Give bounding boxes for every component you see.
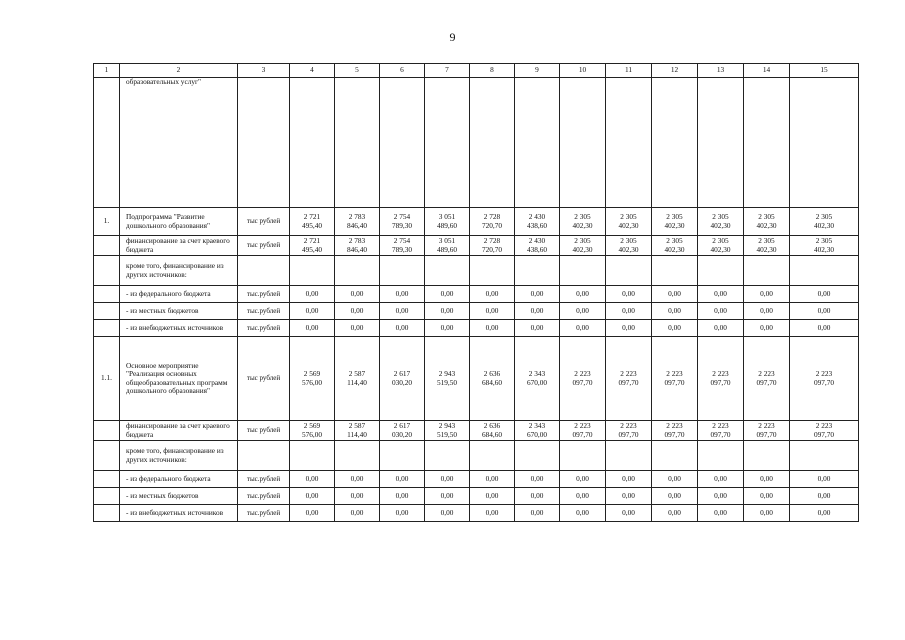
value-cell: 0,00 [470,320,515,337]
value-cell: 0,00 [425,320,470,337]
empty-cell [335,256,380,286]
empty-cell [425,78,470,208]
unit-cell: тыс рублей [238,236,290,256]
value-cell: 0,00 [790,505,859,522]
empty-cell [652,78,698,208]
value-cell: 0,00 [698,488,744,505]
value-cell: 2 223 097,70 [698,421,744,441]
value-cell: 2 223 097,70 [652,421,698,441]
value-cell: 0,00 [515,471,560,488]
value-cell: 2 430 438,60 [515,236,560,256]
empty-cell [560,256,606,286]
empty-cell [652,441,698,471]
empty-cell [790,78,859,208]
value-cell: 0,00 [380,471,425,488]
row-label: Подпрограмма "Развитие дошкольного образования" [120,208,238,236]
empty-cell [94,236,120,256]
value-cell: 0,00 [515,303,560,320]
value-cell: 0,00 [606,488,652,505]
empty-cell [698,256,744,286]
local-budget-row [94,303,859,320]
value-cell: 0,00 [560,471,606,488]
value-cell: 2 343 670,00 [515,421,560,441]
value-cell: 0,00 [335,505,380,522]
value-cell: 0,00 [290,286,335,303]
extrabudget-row [94,505,859,522]
value-cell: 0,00 [744,488,790,505]
unit-cell: тыс рублей [238,421,290,441]
empty-cell [790,256,859,286]
row-number: 1. [94,208,120,236]
value-cell: 2 430 438,60 [515,208,560,236]
header-cell: 7 [425,64,470,78]
federal-budget-row [94,471,859,488]
header-cell: 14 [744,64,790,78]
value-cell: 0,00 [290,505,335,522]
empty-cell [606,256,652,286]
value-cell: 0,00 [335,471,380,488]
value-cell: 0,00 [698,286,744,303]
value-cell: 0,00 [606,471,652,488]
value-cell: 0,00 [515,320,560,337]
value-cell: 0,00 [560,286,606,303]
header-cell: 3 [238,64,290,78]
value-cell: 2 587 114,40 [335,421,380,441]
empty-cell [560,441,606,471]
empty-cell [425,256,470,286]
value-cell: 0,00 [335,488,380,505]
value-cell: 2 728 720,70 [470,236,515,256]
row-label: финансирование за счет краевого бюджета [120,236,238,256]
empty-cell [744,256,790,286]
value-cell: 2 223 097,70 [790,421,859,441]
other-sources-row [94,256,859,286]
value-cell: 0,00 [425,488,470,505]
value-cell: 3 051 489,60 [425,236,470,256]
value-cell: 0,00 [652,303,698,320]
value-cell: 3 051 489,60 [425,208,470,236]
value-cell: 2 569 576,00 [290,337,335,421]
unit-cell: тыс.рублей [238,505,290,522]
row-label: Основное мероприятие "Реализация основных общеобразовательных программ дошкольного образования" [120,337,238,421]
empty-cell [94,471,120,488]
value-cell: 0,00 [744,471,790,488]
value-cell: 0,00 [470,488,515,505]
value-cell: 2 223 097,70 [652,337,698,421]
value-cell: 0,00 [560,303,606,320]
federal-budget-row [94,286,859,303]
unit-cell: тыс.рублей [238,286,290,303]
empty-cell [425,441,470,471]
value-cell: 0,00 [470,471,515,488]
value-cell: 2 305 402,30 [744,236,790,256]
value-cell: 2 721 495,40 [290,236,335,256]
value-cell: 0,00 [790,471,859,488]
value-cell: 0,00 [652,471,698,488]
empty-cell [290,78,335,208]
value-cell: 2 223 097,70 [560,421,606,441]
value-cell: 2 305 402,30 [606,208,652,236]
empty-cell [94,78,120,208]
value-cell: 0,00 [380,320,425,337]
value-cell: 0,00 [744,286,790,303]
empty-cell [560,78,606,208]
value-cell: 0,00 [335,303,380,320]
header-cell: 1 [94,64,120,78]
value-cell: 0,00 [652,488,698,505]
value-cell: 2 343 670,00 [515,337,560,421]
continuation-row [94,78,859,208]
value-cell: 2 754 789,30 [380,236,425,256]
value-cell: 0,00 [744,505,790,522]
empty-cell [94,488,120,505]
value-cell: 0,00 [290,320,335,337]
value-cell: 2 754 789,30 [380,208,425,236]
empty-cell [94,421,120,441]
main-activity-row [94,337,859,421]
empty-cell [335,78,380,208]
value-cell: 2 943 519,50 [425,337,470,421]
value-cell: 0,00 [515,488,560,505]
unit-cell: тыс рублей [238,208,290,236]
value-cell: 2 305 402,30 [744,208,790,236]
value-cell: 2 305 402,30 [560,208,606,236]
value-cell: 0,00 [380,505,425,522]
empty-cell [515,256,560,286]
unit-cell: тыс.рублей [238,488,290,505]
value-cell: 2 223 097,70 [744,421,790,441]
value-cell: 2 617 030,20 [380,421,425,441]
empty-cell [94,441,120,471]
value-cell: 0,00 [290,471,335,488]
value-cell: 0,00 [515,505,560,522]
value-cell: 2 305 402,30 [560,236,606,256]
value-cell: 2 783 846,40 [335,236,380,256]
empty-cell [335,441,380,471]
empty-cell [470,441,515,471]
value-cell: 2 636 684,60 [470,421,515,441]
unit-cell: тыс.рублей [238,471,290,488]
value-cell: 0,00 [652,320,698,337]
row-label: кроме того, финансирование из других источников: [120,441,238,471]
header-cell: 10 [560,64,606,78]
header-cell: 9 [515,64,560,78]
empty-cell [94,256,120,286]
value-cell: 2 305 402,30 [652,236,698,256]
value-cell: 0,00 [606,286,652,303]
header-cell: 4 [290,64,335,78]
value-cell: 2 305 402,30 [652,208,698,236]
value-cell: 0,00 [744,320,790,337]
empty-cell [380,78,425,208]
row-label: - из местных бюджетов [120,488,238,505]
value-cell: 0,00 [560,488,606,505]
value-cell: 2 223 097,70 [744,337,790,421]
value-cell: 0,00 [790,488,859,505]
empty-cell [790,441,859,471]
value-cell: 0,00 [560,320,606,337]
value-cell: 0,00 [515,286,560,303]
continuation-text: образовательных услуг" [120,78,238,208]
value-cell: 2 305 402,30 [698,236,744,256]
header-cell: 5 [335,64,380,78]
empty-cell [606,78,652,208]
value-cell: 0,00 [606,505,652,522]
value-cell: 0,00 [698,471,744,488]
regional-budget-row [94,236,859,256]
empty-cell [94,505,120,522]
row-label: - из местных бюджетов [120,303,238,320]
value-cell: 0,00 [698,505,744,522]
value-cell: 0,00 [606,303,652,320]
value-cell: 2 223 097,70 [790,337,859,421]
empty-cell [744,78,790,208]
row-label: - из внебюджетных источников [120,320,238,337]
value-cell: 0,00 [652,505,698,522]
value-cell: 0,00 [790,320,859,337]
budget-table [93,63,859,522]
value-cell: 2 223 097,70 [606,337,652,421]
value-cell: 0,00 [790,286,859,303]
value-cell: 2 223 097,70 [698,337,744,421]
row-label: финансирование за счет краевого бюджета [120,421,238,441]
value-cell: 0,00 [470,286,515,303]
empty-cell [94,303,120,320]
value-cell: 2 943 519,50 [425,421,470,441]
empty-cell [380,441,425,471]
empty-cell [290,441,335,471]
value-cell: 2 305 402,30 [790,208,859,236]
row-number: 1.1. [94,337,120,421]
empty-cell [652,256,698,286]
value-cell: 0,00 [470,303,515,320]
header-cell: 6 [380,64,425,78]
header-cell: 8 [470,64,515,78]
unit-cell: тыс.рублей [238,303,290,320]
value-cell: 0,00 [698,320,744,337]
empty-cell [94,286,120,303]
empty-cell [744,441,790,471]
empty-cell [698,441,744,471]
value-cell: 2 223 097,70 [560,337,606,421]
empty-cell [515,441,560,471]
value-cell: 0,00 [606,320,652,337]
value-cell: 0,00 [380,303,425,320]
row-label: - из федерального бюджета [120,286,238,303]
unit-cell: тыс рублей [238,337,290,421]
header-cell: 2 [120,64,238,78]
value-cell: 0,00 [560,505,606,522]
extrabudget-row [94,320,859,337]
value-cell: 2 223 097,70 [606,421,652,441]
value-cell: 2 783 846,40 [335,208,380,236]
budget-table-body [94,64,859,522]
page-number: 9 [449,30,456,44]
value-cell: 0,00 [698,303,744,320]
value-cell: 0,00 [744,303,790,320]
empty-cell [94,320,120,337]
value-cell: 0,00 [290,303,335,320]
value-cell: 0,00 [425,471,470,488]
value-cell: 2 728 720,70 [470,208,515,236]
value-cell: 2 569 576,00 [290,421,335,441]
unit-cell: тыс.рублей [238,320,290,337]
empty-cell [698,78,744,208]
value-cell: 2 617 030,20 [380,337,425,421]
empty-cell [515,78,560,208]
value-cell: 2 305 402,30 [606,236,652,256]
value-cell: 2 636 684,60 [470,337,515,421]
value-cell: 0,00 [335,286,380,303]
empty-cell [606,441,652,471]
row-label: - из внебюджетных источников [120,505,238,522]
value-cell: 2 305 402,30 [698,208,744,236]
value-cell: 0,00 [790,303,859,320]
header-row [94,64,859,78]
other-sources-row [94,441,859,471]
header-cell: 15 [790,64,859,78]
row-label: - из федерального бюджета [120,471,238,488]
header-cell: 12 [652,64,698,78]
regional-budget-row [94,421,859,441]
row-label: кроме того, финансирование из других источников: [120,256,238,286]
subprogram-row [94,208,859,236]
empty-cell [290,256,335,286]
value-cell: 2 721 495,40 [290,208,335,236]
empty-cell [238,256,290,286]
header-cell: 11 [606,64,652,78]
value-cell: 0,00 [380,286,425,303]
empty-cell [380,256,425,286]
empty-cell [238,78,290,208]
local-budget-row [94,488,859,505]
value-cell: 0,00 [425,303,470,320]
value-cell: 0,00 [652,286,698,303]
empty-cell [470,256,515,286]
empty-cell [470,78,515,208]
value-cell: 0,00 [380,488,425,505]
header-cell: 13 [698,64,744,78]
value-cell: 2 305 402,30 [790,236,859,256]
value-cell: 0,00 [425,286,470,303]
value-cell: 0,00 [335,320,380,337]
value-cell: 0,00 [425,505,470,522]
value-cell: 2 587 114,40 [335,337,380,421]
value-cell: 0,00 [470,505,515,522]
empty-cell [238,441,290,471]
value-cell: 0,00 [290,488,335,505]
